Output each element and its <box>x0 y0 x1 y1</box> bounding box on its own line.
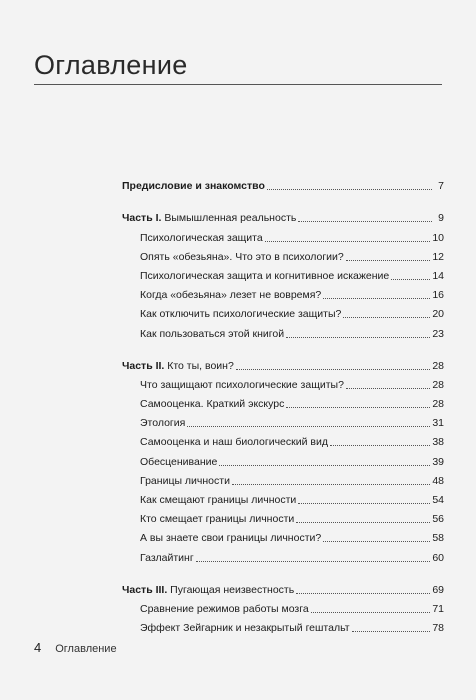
dot-leader <box>330 445 430 446</box>
toc-entry-label <box>122 288 321 302</box>
toc-entry-text: Психологическая защита и когнитивное искажение <box>140 269 390 282</box>
toc-section-entry <box>122 616 444 635</box>
toc-entry-label <box>122 231 263 245</box>
page-title: Оглавление <box>34 50 188 80</box>
toc-section-entry <box>122 283 444 302</box>
toc-entry-label <box>122 179 265 193</box>
toc-entry-text: Кто смещает границы личности <box>140 513 295 526</box>
toc-page-number: 31 <box>432 417 444 430</box>
toc-page-number: 71 <box>432 602 444 615</box>
toc-entry-label <box>122 493 296 507</box>
toc-entry-label <box>122 250 344 264</box>
toc-entry-label <box>122 531 321 545</box>
toc-entry-text: Самооценка. Краткий экскурс <box>140 398 285 411</box>
toc-page-number: 9 <box>438 212 444 225</box>
toc-section-entry <box>122 430 444 449</box>
dot-leader <box>323 298 430 299</box>
table-of-contents <box>122 174 444 635</box>
toc-entry-label <box>122 621 350 635</box>
toc-section-entry <box>122 392 444 411</box>
toc-entry-text: Обесценивание <box>140 455 218 468</box>
toc-page-number: 23 <box>432 327 444 340</box>
toc-section-entry <box>122 597 444 616</box>
toc-section-entry <box>122 373 444 392</box>
dot-leader <box>267 189 432 190</box>
toc-page-number: 69 <box>432 583 444 596</box>
toc-section-entry <box>122 507 444 526</box>
toc-part-entry <box>122 578 444 597</box>
toc-entry-text: Границы личности <box>140 474 230 487</box>
toc-entry-label <box>122 359 234 373</box>
toc-section-entry <box>122 449 444 468</box>
toc-entry-text: Что защищают психологические защиты? <box>140 378 344 391</box>
dot-leader <box>296 522 430 523</box>
dot-leader <box>391 279 430 280</box>
toc-entry-text: А вы знаете свои границы личности? <box>140 532 322 545</box>
toc-part-entry <box>122 206 444 225</box>
dot-leader <box>346 388 430 389</box>
dot-leader <box>311 612 431 613</box>
page-footer <box>34 640 117 655</box>
toc-entry-label <box>122 378 344 392</box>
toc-page-number: 78 <box>432 622 444 635</box>
toc-page-number: 10 <box>432 231 444 244</box>
dot-leader <box>352 631 431 632</box>
toc-section-entry <box>122 264 444 283</box>
toc-section-entry <box>122 488 444 507</box>
toc-entry-heading: Часть III. <box>122 583 168 596</box>
dot-leader <box>296 593 430 594</box>
toc-section-entry <box>122 245 444 264</box>
toc-entry-heading: Предисловие и знакомство <box>122 180 265 193</box>
toc-page-number: 48 <box>432 474 444 487</box>
toc-entry-label <box>122 211 296 225</box>
toc-page-number: 12 <box>432 250 444 263</box>
toc-entry-text: Этология <box>140 417 186 430</box>
dot-leader <box>343 317 430 318</box>
toc-page-number: 7 <box>438 180 444 193</box>
toc-entry-text: Кто ты, воин? <box>164 359 234 372</box>
toc-entry-text: Когда «обезьяна» лезет не вовремя? <box>140 289 322 302</box>
toc-entry-label <box>122 435 328 449</box>
toc-entry-text: Как пользоваться этой книгой <box>140 327 285 340</box>
toc-page-number: 28 <box>432 398 444 411</box>
toc-entry-label <box>122 397 284 411</box>
toc-page-number: 20 <box>432 308 444 321</box>
toc-entry-label <box>122 551 194 565</box>
toc-entry-heading: Часть I. <box>122 212 162 225</box>
dot-leader <box>298 503 430 504</box>
dot-leader <box>265 241 431 242</box>
toc-entry-text: Опять «обезьяна». Что это в психологии? <box>140 250 344 263</box>
dot-leader <box>286 407 430 408</box>
toc-entry-label <box>122 474 230 488</box>
toc-page-number: 28 <box>432 378 444 391</box>
toc-entry-label <box>122 327 284 341</box>
toc-section-entry <box>122 545 444 564</box>
toc-entry-label <box>122 416 185 430</box>
toc-page-number: 60 <box>432 551 444 564</box>
toc-entry-text: Сравнение режимов работы мозга <box>140 602 309 615</box>
toc-page-number: 58 <box>432 532 444 545</box>
toc-page-number: 39 <box>432 455 444 468</box>
toc-page-number: 16 <box>432 289 444 302</box>
title-divider <box>34 84 442 85</box>
toc-entry-label <box>122 307 341 321</box>
toc-page-number: 28 <box>432 359 444 372</box>
toc-entry-text: Как отключить психологические защиты? <box>140 308 342 321</box>
toc-page-number: 14 <box>432 269 444 282</box>
toc-entry-text: Эффект Зейгарник и незакрытый гештальт <box>140 622 350 635</box>
dot-leader <box>298 221 432 222</box>
toc-entry-label <box>122 269 389 283</box>
toc-entry-heading: Часть II. <box>122 359 165 372</box>
dot-leader <box>346 260 431 261</box>
toc-entry-text: Как смещают границы личности <box>140 494 297 506</box>
dot-leader <box>219 465 430 466</box>
toc-section-entry <box>122 526 444 545</box>
toc-part-entry <box>122 354 444 373</box>
dot-leader <box>187 426 430 427</box>
toc-entry-text: Психологическая защита <box>140 231 263 244</box>
dot-leader <box>196 561 431 562</box>
running-title: Оглавление <box>55 643 117 655</box>
toc-section-entry <box>122 411 444 430</box>
dot-leader <box>236 369 431 370</box>
toc-entry-label <box>122 602 309 616</box>
toc-section-entry <box>122 321 444 340</box>
toc-part-entry <box>122 174 444 193</box>
toc-entry-text: Самооценка и наш биологический вид <box>140 436 328 449</box>
toc-entry-text: Газлайтинг <box>140 551 194 564</box>
dot-leader <box>323 541 430 542</box>
toc-page-number: 56 <box>432 513 444 526</box>
toc-entry-text: Пугающая неизвестность <box>167 583 295 596</box>
dot-leader <box>232 484 430 485</box>
page-number: 4 <box>34 640 42 655</box>
toc-section-entry <box>122 225 444 244</box>
toc-entry-label <box>122 455 217 469</box>
dot-leader <box>286 337 430 338</box>
toc-entry-label <box>122 512 294 526</box>
toc-page-number: 54 <box>432 494 444 506</box>
toc-section-entry <box>122 469 444 488</box>
toc-page-number: 38 <box>432 436 444 449</box>
toc-entry-label <box>122 583 294 597</box>
toc-entry-text: Вымышленная реальность <box>161 212 297 225</box>
toc-section-entry <box>122 302 444 321</box>
